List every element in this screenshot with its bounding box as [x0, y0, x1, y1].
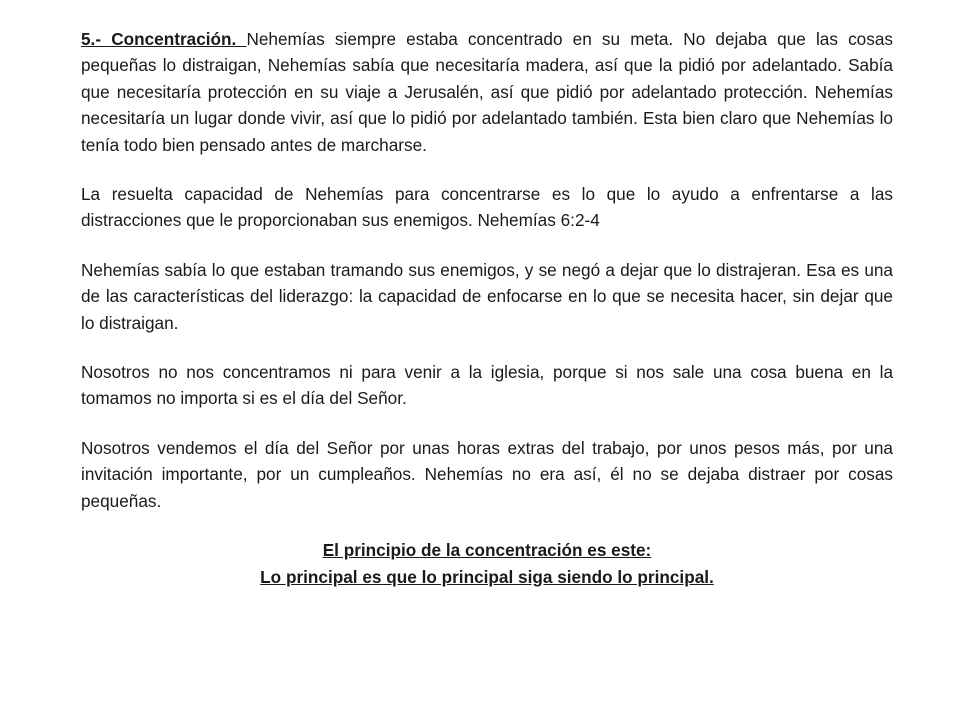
principle-line-2: Lo principal es que lo principal siga siendo lo principal. — [260, 566, 714, 587]
paragraph-3: Nehemías sabía lo que estaban tramando sus enemigos, y se negó a dejar que lo distrajeran. Esa es una de las características del liderazgo: la capacidad de enfocarse en lo que se necesita hacer, sin dejar que lo distraigan. — [81, 259, 893, 333]
principle-line-1: El principio de la concentración es este: — [322, 540, 652, 561]
document-page — [81, 26, 893, 590]
paragraph-1-text: Nehemías siempre estaba concentrado en su meta. No dejaba que las cosas pequeñas lo distraigan, Nehemías sabía que necesitaría madera, así que la pidió por adelantado. Sabía que necesitaría protección en su viaje a Jerusalén, así que pidió por adelantado protección. Nehemías necesitaría un lugar donde vivir, así que lo pidió por adelantado también. Esta bien claro que Nehemías lo tenía todo bien pensado antes de marcharse. — [81, 29, 893, 155]
paragraph-4: Nosotros no nos concentramos ni para venir a la iglesia, porque si nos sale una cosa buena en la tomamos no importa si es el día del Señor. — [81, 362, 893, 409]
paragraph-2: La resuelta capacidad de Nehemías para concentrarse es lo que lo ayudo a enfrentarse a las distracciones que le proporcionaban sus enemigos. Nehemías 6:2-4 — [81, 184, 893, 231]
section-heading: 5.- Concentración. — [81, 29, 247, 49]
principle-block — [81, 537, 893, 590]
paragraph-5: Nosotros vendemos el día del Señor por unas horas extras del trabajo, por unos pesos más, por una invitación importante, por un cumpleaños. Nehemías no era así, él no se dejaba distraer por cosas pequeñas. — [81, 437, 893, 511]
paragraph-1 — [81, 26, 893, 158]
